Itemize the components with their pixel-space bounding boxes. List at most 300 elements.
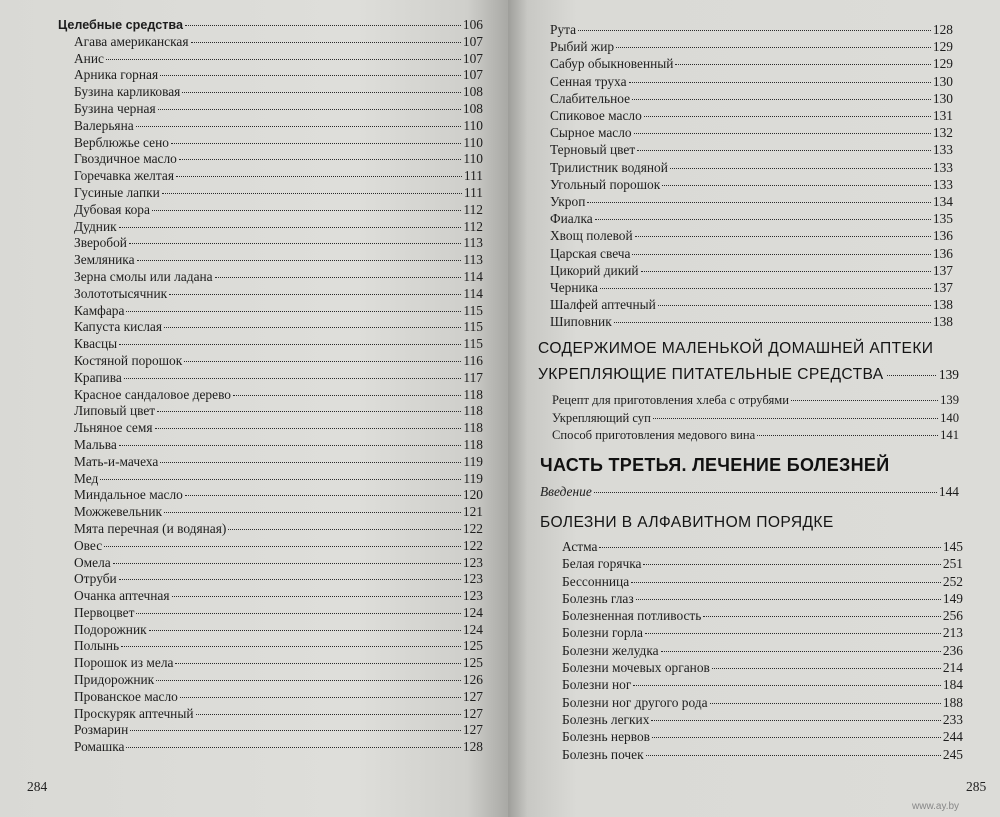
dot-leader [637, 150, 931, 151]
toc-entry [562, 624, 963, 641]
dot-leader [155, 428, 462, 429]
toc-entry [58, 420, 483, 437]
toc-page-number: 127 [462, 705, 483, 721]
toc-page-number: 244 [942, 729, 963, 745]
toc-entry-title: Анис [74, 50, 104, 66]
toc-entry-title: Слабительное [550, 90, 631, 106]
toc-page-number: 214 [942, 660, 963, 676]
toc-entry [550, 176, 953, 193]
section-heading-diseases: БОЛЕЗНИ В АЛФАВИТНОМ ПОРЯДКЕ [540, 514, 834, 531]
dot-leader [113, 563, 461, 564]
toc-page-number: 252 [942, 573, 963, 589]
dot-leader [196, 714, 461, 715]
toc-page-number: 117 [463, 369, 483, 385]
toc-entry-title: Костяной порошок [74, 352, 183, 368]
toc-category-row [58, 17, 483, 34]
toc-page-number: 256 [942, 608, 963, 624]
part-three-heading: ЧАСТЬ ТРЕТЬЯ. ЛЕЧЕНИЕ БОЛЕЗНЕЙ [540, 455, 890, 475]
toc-page-number: 129 [932, 56, 953, 72]
toc-page-number: 138 [932, 297, 953, 313]
dot-leader [662, 185, 931, 186]
dot-leader [180, 697, 461, 698]
toc-entry [58, 437, 483, 454]
toc-entry [550, 38, 953, 55]
dot-leader [136, 613, 460, 614]
toc-page-number: 245 [942, 746, 963, 762]
toc-page-number: 118 [463, 436, 483, 452]
toc-entry-title: Болезненная потливость [562, 608, 702, 624]
toc-page-number: 110 [463, 151, 483, 167]
toc-page-number: 124 [462, 621, 483, 637]
toc-page-number: 132 [932, 125, 953, 141]
toc-page-number: 118 [463, 386, 483, 402]
toc-entry [58, 504, 483, 521]
toc-page-number: 141 [940, 428, 959, 443]
dot-leader [157, 411, 461, 412]
toc-entry [562, 694, 963, 711]
toc-page-number: 127 [462, 688, 483, 704]
toc-page-number: 130 [932, 90, 953, 106]
toc-entry [58, 269, 483, 286]
toc-entry-title: Валерьяна [74, 117, 134, 133]
toc-entry [58, 67, 483, 84]
toc-entry [58, 672, 483, 689]
right-toc-list [550, 21, 953, 331]
toc-page-number: 136 [932, 245, 953, 261]
toc-entry [58, 252, 483, 269]
toc-entry-title: Гвоздичное масло [74, 151, 177, 167]
toc-entry-title: Болезни горла [562, 625, 643, 641]
dot-leader [587, 202, 931, 203]
toc-entry [58, 118, 483, 135]
toc-entry-title: Крапива [74, 369, 122, 385]
dot-leader [160, 75, 461, 76]
toc-page-number: 236 [942, 642, 963, 658]
toc-entry [550, 279, 953, 296]
toc-page-number: 233 [942, 711, 963, 727]
toc-entry-title: Сабур обыкновенный [550, 56, 674, 72]
toc-page-number: 108 [462, 100, 483, 116]
toc-entry [550, 262, 953, 279]
dot-leader [171, 143, 461, 144]
toc-entry [58, 387, 483, 404]
toc-entry-title: Цикорий дикий [550, 262, 639, 278]
dot-leader [595, 219, 931, 220]
toc-page-number: 113 [463, 235, 483, 251]
toc-page-number: 111 [463, 184, 483, 200]
toc-page-number: 120 [462, 487, 483, 503]
toc-page-number: 129 [932, 39, 953, 55]
dot-leader [757, 435, 938, 436]
toc-page-number: 135 [932, 211, 953, 227]
toc-entry-title: Камфара [74, 302, 125, 318]
toc-entry-title: Арника горная [74, 67, 159, 83]
dot-leader [121, 646, 461, 647]
dot-leader [887, 375, 936, 376]
toc-entry [58, 336, 483, 353]
toc-page-number: 145 [942, 539, 963, 554]
toc-entry-title: Сенная труха [550, 73, 627, 89]
toc-entry-title: Болезнь почек [562, 746, 644, 762]
dot-leader [644, 116, 931, 117]
dot-leader [100, 479, 461, 480]
toc-entry-title: Липовый цвет [74, 403, 156, 419]
dot-leader [600, 288, 931, 289]
toc-entry [58, 588, 483, 605]
dot-leader [106, 59, 461, 60]
toc-entry-title: Горечавка желтая [74, 168, 174, 184]
toc-entry-title: Миндальное масло [74, 487, 183, 503]
toc-entry [58, 185, 483, 202]
toc-entry [550, 296, 953, 313]
toc-page-number: 112 [463, 201, 483, 217]
toc-page-number: 122 [462, 520, 483, 536]
toc-entry-title: Болезнь глаз [562, 590, 634, 606]
toc-entry [58, 538, 483, 555]
dot-leader [578, 30, 931, 31]
dot-leader [633, 685, 941, 686]
toc-entry-title: Первоцвет [74, 604, 135, 620]
toc-entry-title: Черника [550, 280, 598, 296]
toc-entry-title: Болезнь нервов [562, 729, 650, 745]
toc-entry [58, 84, 483, 101]
toc-entry-title: Квасцы [74, 336, 118, 352]
toc-entry-title: Дудник [74, 218, 117, 234]
toc-entry [58, 739, 483, 756]
toc-entry-title: Болезни ног [562, 677, 632, 693]
toc-entry [550, 210, 953, 227]
toc-entry-title: Проскуряк аптечный [74, 705, 194, 721]
dot-leader [119, 579, 461, 580]
toc-entry-title: Придорожник [74, 672, 155, 688]
toc-page-number: 115 [463, 319, 483, 335]
toc-entry-title: Спиковое масло [550, 108, 642, 124]
toc-entry [550, 124, 953, 141]
dot-leader [160, 462, 461, 463]
toc-entry [552, 410, 959, 428]
toc-entry [562, 555, 963, 572]
toc-entry [550, 141, 953, 158]
dot-leader [179, 159, 462, 160]
toc-entry-title: Терновый цвет [550, 142, 636, 158]
section-heading-strengthening [538, 366, 959, 384]
toc-page-number: 128 [932, 22, 953, 37]
toc-entry [562, 573, 963, 590]
dot-leader [119, 227, 462, 228]
dot-leader [636, 599, 941, 600]
toc-entry-title: Шалфей аптечный [550, 297, 656, 313]
toc-page-number: 110 [463, 117, 483, 133]
toc-page-number: 125 [462, 638, 483, 654]
toc-entry-title: Земляника [74, 252, 135, 268]
left-toc-list [58, 17, 483, 756]
dot-leader [712, 668, 941, 669]
toc-entry [58, 34, 483, 51]
dot-leader [599, 547, 940, 548]
introduction-entry [540, 484, 959, 501]
toc-page-number: 144 [938, 484, 959, 499]
dot-leader [119, 344, 461, 345]
dot-leader [634, 133, 931, 134]
dot-leader [130, 730, 461, 731]
toc-entry-title: Рута [550, 22, 577, 37]
toc-entry [550, 90, 953, 107]
toc-page-number: 111 [463, 168, 483, 184]
dot-leader [652, 737, 941, 738]
toc-entry-title: Рыбий жир [550, 39, 615, 55]
dot-leader [126, 747, 460, 748]
dot-leader [158, 109, 461, 110]
toc-entry [58, 151, 483, 168]
toc-page-number: 108 [462, 84, 483, 100]
toc-entry [58, 454, 483, 471]
toc-page-number: 123 [462, 571, 483, 587]
toc-entry-title: Верблюжье сено [74, 134, 169, 150]
toc-entry-title: Шиповник [550, 314, 612, 330]
toc-entry-title: Астма [562, 539, 598, 554]
toc-entry [58, 622, 483, 639]
left-page-folio: 284 [27, 779, 48, 794]
dot-leader [191, 42, 461, 43]
toc-entry-title: Трилистник водяной [550, 159, 668, 175]
toc-entry-title: Овес [74, 537, 103, 553]
toc-entry [550, 193, 953, 210]
dot-leader [661, 651, 941, 652]
toc-entry-title: Дубовая кора [74, 201, 150, 217]
toc-page-number: 123 [462, 588, 483, 604]
dot-leader [631, 582, 941, 583]
toc-page-number: 107 [462, 33, 483, 49]
toc-entry [58, 555, 483, 572]
toc-page-number: 119 [463, 453, 483, 469]
toc-entry-title: Подорожник [74, 621, 147, 637]
toc-page-number: 139 [940, 393, 959, 407]
dot-leader [104, 546, 461, 547]
toc-entry [58, 689, 483, 706]
toc-entry [58, 235, 483, 252]
toc-entry-title: Прованское масло [74, 688, 178, 704]
toc-entry-title: Болезни мочевых органов [562, 660, 710, 676]
dot-leader [164, 327, 461, 328]
toc-entry-title: Болезни желудка [562, 642, 659, 658]
toc-entry-title: Царская свеча [550, 245, 631, 261]
toc-entry [58, 403, 483, 420]
toc-page-number: 116 [463, 352, 483, 368]
right-page-folio: 285 [966, 779, 987, 794]
toc-entry-title: Полынь [74, 638, 120, 654]
toc-category-title: Целебные средства [58, 18, 183, 32]
dot-leader [710, 703, 941, 704]
toc-entry-title: Укроп [550, 194, 586, 210]
toc-entry [58, 605, 483, 622]
toc-entry-title: Красное сандаловое дерево [74, 386, 232, 402]
dot-leader [162, 193, 462, 194]
dot-leader [651, 720, 941, 721]
toc-entry-title: Способ приготовления медового вина [552, 428, 756, 443]
watermark: www.ay.by [912, 801, 960, 812]
toc-entry [552, 427, 959, 445]
dot-leader [645, 633, 941, 634]
toc-entry [562, 728, 963, 745]
dot-leader [152, 210, 461, 211]
dot-leader [675, 64, 930, 65]
toc-entry-title: Болезни ног другого рода [562, 694, 708, 710]
toc-page-number: 115 [463, 336, 483, 352]
toc-entry [58, 286, 483, 303]
dot-leader [614, 322, 931, 323]
dot-leader [126, 311, 461, 312]
toc-page-number: 123 [462, 554, 483, 570]
toc-page-number: 106 [462, 17, 483, 32]
dot-leader [791, 400, 938, 401]
toc-entry-title: Агава американская [74, 33, 189, 49]
toc-entry [550, 55, 953, 72]
toc-page-number: 115 [463, 302, 483, 318]
toc-entry [562, 538, 963, 555]
dot-leader [629, 82, 931, 83]
dot-leader [176, 176, 462, 177]
dot-leader [164, 512, 461, 513]
toc-entry-title: Рецепт для приготовления хлеба с отрубями [552, 393, 789, 407]
toc-entry-title: Фиалка [550, 211, 593, 227]
toc-entry-title: Болезнь легких [562, 711, 650, 727]
toc-entry [562, 642, 963, 659]
toc-page-number: 114 [463, 285, 483, 301]
toc-entry-title: Гусиные лапки [74, 184, 160, 200]
toc-page-number: 124 [462, 604, 483, 620]
toc-entry [58, 487, 483, 504]
toc-entry-title: Можжевельник [74, 504, 163, 520]
toc-entry [562, 711, 963, 728]
dot-leader [703, 616, 941, 617]
toc-page-number: 122 [462, 537, 483, 553]
section-heading-pharmacy: СОДЕРЖИМОЕ МАЛЕНЬКОЙ ДОМАШНЕЙ АПТЕКИ [538, 340, 934, 357]
toc-entry-title: Мед [74, 470, 99, 486]
dot-leader [643, 564, 940, 565]
toc-page-number: 251 [942, 556, 963, 572]
toc-page-number: 133 [932, 142, 953, 158]
toc-entry [58, 168, 483, 185]
toc-page-number: 149 [942, 590, 963, 606]
toc-page-number: 127 [462, 722, 483, 738]
dot-leader [156, 680, 461, 681]
toc-page-number: 121 [462, 504, 483, 520]
dot-leader [175, 663, 460, 664]
toc-page-number: 118 [463, 403, 483, 419]
toc-entry [550, 227, 953, 244]
toc-page-number: 137 [932, 262, 953, 278]
toc-entry-title: Мальва [74, 436, 117, 452]
dot-leader [182, 92, 461, 93]
toc-entry [58, 571, 483, 588]
dot-leader [635, 236, 931, 237]
toc-page-number: 110 [463, 134, 483, 150]
dot-leader [658, 305, 931, 306]
toc-page-number: 136 [932, 228, 953, 244]
dot-leader [136, 126, 462, 127]
toc-entry [550, 245, 953, 262]
toc-page-number: 133 [932, 159, 953, 175]
toc-entry [58, 101, 483, 118]
dot-leader [233, 395, 461, 396]
toc-page-number: 125 [462, 655, 483, 671]
toc-entry-title: Отруби [74, 571, 117, 587]
toc-entry-title: Розмарин [74, 722, 129, 738]
toc-page-number: 131 [932, 108, 953, 124]
toc-entry-title: Капуста кислая [74, 319, 163, 335]
toc-entry-title: Омела [74, 554, 111, 570]
toc-entry-title: Угольный порошок [550, 176, 661, 192]
dot-leader [670, 168, 931, 169]
toc-entry-title: Бессонница [562, 573, 630, 589]
toc-entry [550, 107, 953, 124]
toc-entry-title: Мята перечная (и водяная) [74, 520, 227, 536]
toc-entry-title: Укрепляющий суп [552, 410, 651, 425]
toc-page-number: 118 [463, 420, 483, 436]
dot-leader [119, 445, 462, 446]
diseases-toc-list [562, 538, 963, 763]
toc-entry [58, 202, 483, 219]
toc-entry [58, 655, 483, 672]
toc-entry-title: Бузина карликовая [74, 84, 181, 100]
dot-leader [594, 492, 937, 493]
toc-page-number: 107 [462, 67, 483, 83]
toc-entry [58, 303, 483, 320]
toc-page-number: 107 [462, 50, 483, 66]
toc-page-number: 114 [463, 268, 483, 284]
toc-entry-title: Бузина черная [74, 100, 156, 116]
toc-entry-title: Порошок из мела [74, 655, 174, 671]
toc-entry [552, 392, 959, 410]
toc-page-number: 113 [463, 252, 483, 268]
dot-leader [185, 495, 461, 496]
toc-entry [550, 313, 953, 330]
toc-entry [562, 590, 963, 607]
toc-page-number: 130 [932, 73, 953, 89]
dot-leader [646, 755, 941, 756]
toc-entry [58, 471, 483, 488]
dot-leader [185, 25, 461, 26]
toc-page-number: 112 [463, 218, 483, 234]
dot-leader [129, 243, 461, 244]
dot-leader [215, 277, 462, 278]
toc-page-number: 137 [932, 280, 953, 296]
toc-entry [562, 676, 963, 693]
toc-entry-title: Очанка аптечная [74, 588, 170, 604]
dot-leader [169, 294, 461, 295]
toc-entry [550, 159, 953, 176]
strengthening-toc-list [552, 392, 959, 445]
toc-page-number: 139 [938, 367, 959, 382]
toc-entry [58, 51, 483, 68]
dot-leader [149, 630, 461, 631]
toc-entry-title: Зверобой [74, 235, 127, 251]
toc-page-number: 126 [462, 672, 483, 688]
toc-entry-title: Введение [540, 484, 592, 499]
toc-entry-title: Белая горячка [562, 556, 642, 572]
toc-entry-title: Ромашка [74, 739, 125, 755]
toc-entry-title: Золототысячник [74, 285, 168, 301]
dot-leader [124, 378, 462, 379]
dot-leader [228, 529, 461, 530]
dot-leader [137, 260, 462, 261]
toc-page-number: 138 [932, 314, 953, 330]
toc-entry [58, 135, 483, 152]
toc-page-number: 184 [942, 677, 963, 693]
toc-entry [550, 73, 953, 90]
toc-entry-title: Мать-и-мачеха [74, 453, 159, 469]
toc-entry [58, 219, 483, 236]
